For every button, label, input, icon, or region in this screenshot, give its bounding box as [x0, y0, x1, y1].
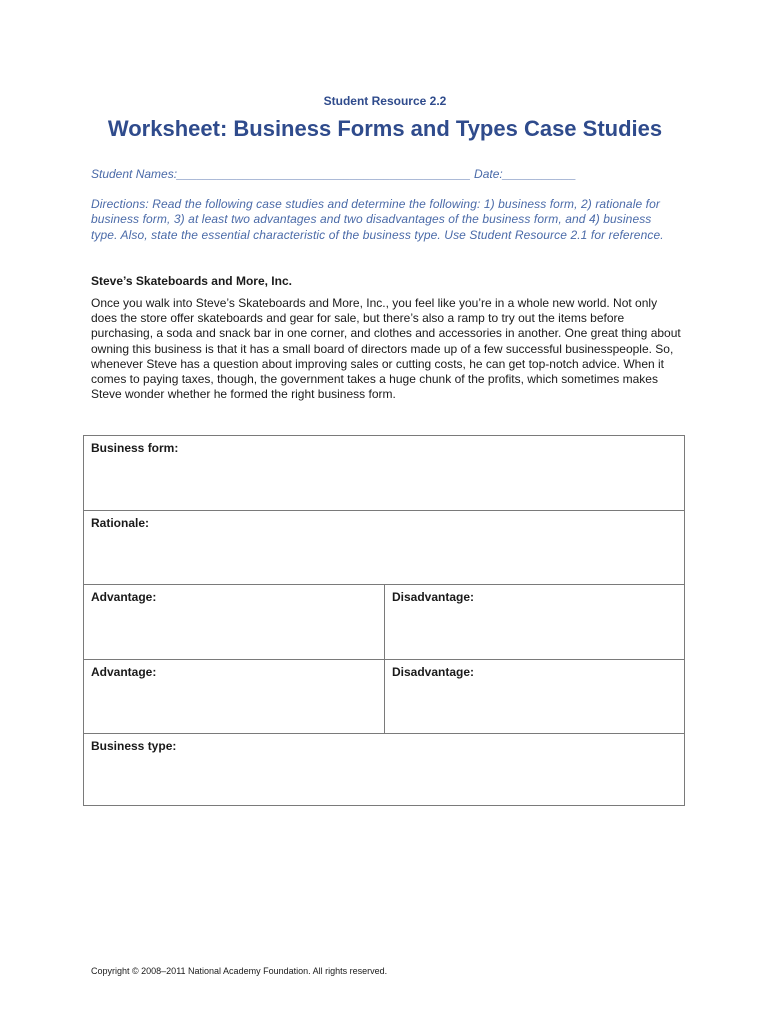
business-form-label: Business form:	[91, 441, 179, 455]
case-study-body: Once you walk into Steve’s Skateboards and More, Inc., you feel like you’re in a whole new world. Not only does the store offer skateboards and gear for sale, but there’s also a ramp to try out the items before purchasing, a soda and snack bar in one corner, and clothes and accessories in another. One great thing about owning this business is that it has a small board of directors made up of a few successful businesspeople. So, whenever Steve has a question about improving sales or cutting costs, he can get top-notch advice. When it comes to paying taxes, though, the government takes a huge chunk of the profits, which sometimes makes Steve wonder whether he formed the right business form.	[91, 296, 681, 402]
disadvantage-cell-2[interactable]	[385, 660, 684, 733]
student-names-line: Student Names:____________________________________________ Date:___________	[91, 167, 577, 181]
business-type-row	[84, 734, 684, 805]
case-study-title: Steve’s Skateboards and More, Inc.	[91, 274, 292, 288]
rationale-label: Rationale:	[91, 516, 150, 530]
disadvantage-cell-1[interactable]	[385, 585, 684, 659]
advantage-label-2: Advantage:	[91, 665, 157, 679]
disadvantage-label-1: Disadvantage:	[392, 590, 475, 604]
page-title: Worksheet: Business Forms and Types Case Studies	[107, 116, 663, 141]
rationale-cell[interactable]	[84, 511, 684, 584]
business-form-cell[interactable]	[84, 436, 684, 510]
rationale-row	[84, 511, 684, 585]
directions-text: Directions: Read the following case studies and determine the following: 1) business form, 2) rationale for business form, 3) at least two advantages and two disadvantages of the business form, and 4) business type. Also, state the essential characteristic of the business type. Use Student Resource 2.1 for reference.	[91, 197, 664, 242]
disadvantage-label-2: Disadvantage:	[392, 665, 475, 679]
business-type-cell[interactable]	[84, 734, 684, 805]
resource-label: Student Resource 2.2	[323, 94, 447, 108]
advantage-row-1	[84, 585, 684, 660]
advantage-row-2	[84, 660, 684, 734]
advantage-label-1: Advantage:	[91, 590, 157, 604]
answer-table	[83, 435, 685, 806]
copyright-footer: Copyright © 2008–2011 National Academy Foundation. All rights reserved.	[91, 966, 388, 976]
business-type-label: Business type:	[91, 739, 177, 753]
advantage-cell-2[interactable]	[84, 660, 385, 733]
business-form-row	[84, 436, 684, 511]
advantage-cell-1[interactable]	[84, 585, 385, 659]
